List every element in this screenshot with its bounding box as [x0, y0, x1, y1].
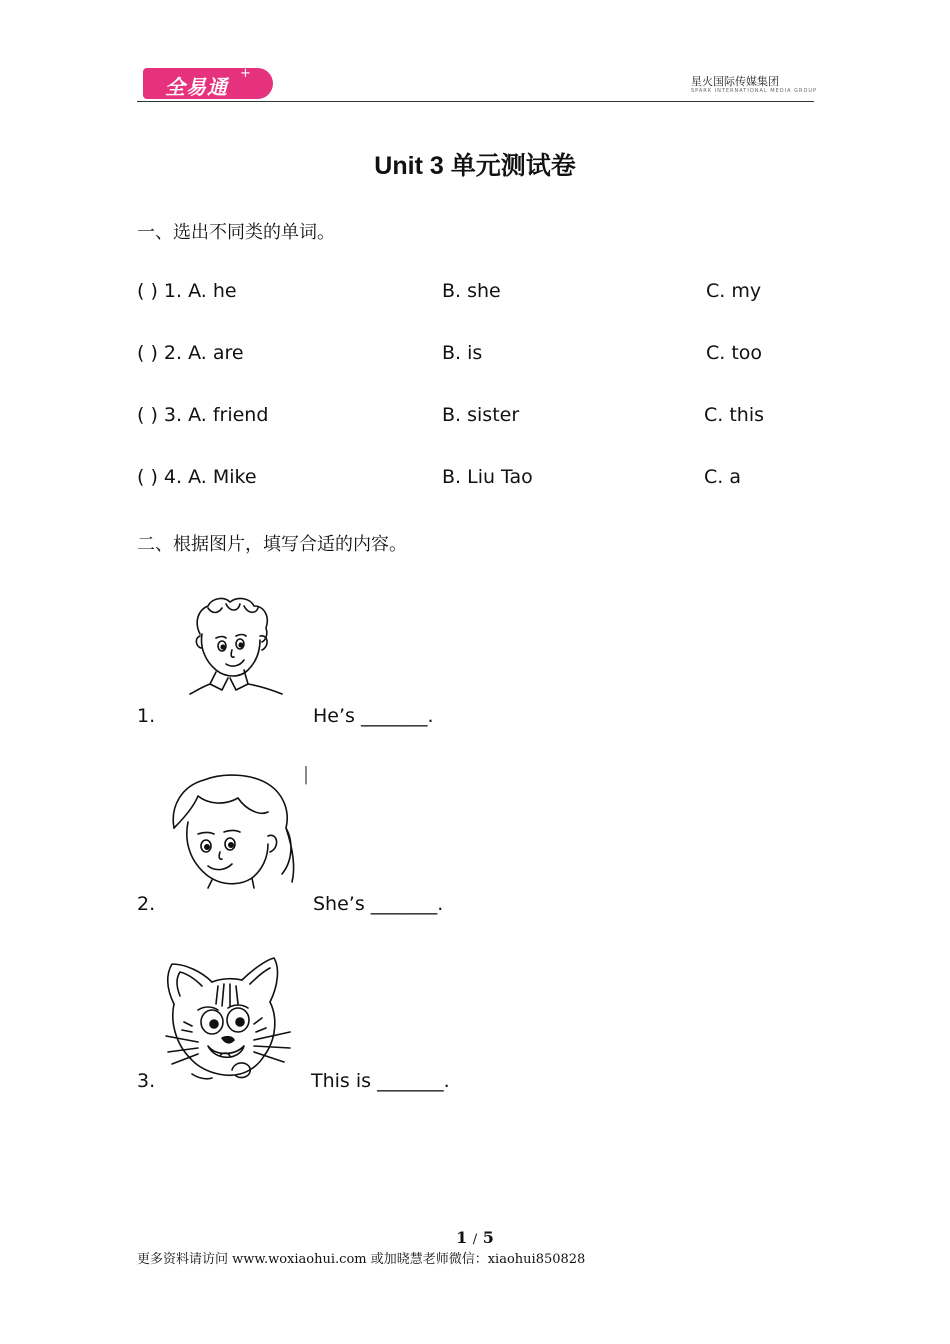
- answer-blank-number: ( ) 1.: [137, 280, 183, 302]
- option-b: B. Liu Tao: [442, 466, 533, 488]
- fill-in-sentence: She’s _______.: [313, 893, 444, 915]
- option-c: C. too: [706, 342, 763, 364]
- page-total: 5: [482, 1228, 494, 1247]
- brand-logo-text: 全易通: [165, 75, 228, 99]
- page-number: [0, 1228, 950, 1247]
- footer-contact-note: 更多资料请访问 www.woxiaohui.com 或加晓慧老师微信：xiaohui850828: [137, 1252, 586, 1267]
- item-number: 3.: [137, 1070, 156, 1092]
- option-a: A. are: [188, 342, 244, 364]
- option-b: B. sister: [442, 404, 520, 426]
- option-c: C. this: [704, 404, 765, 426]
- girl-face-picture: [168, 766, 308, 892]
- fill-in-sentence: He’s _______.: [313, 705, 434, 727]
- publisher-name: 星火国际传媒集团: [691, 75, 779, 88]
- item-number: 2.: [137, 893, 156, 915]
- page-separator: /: [472, 1232, 478, 1247]
- answer-blank-number: ( ) 2.: [137, 342, 183, 364]
- answer-blank-number: ( ) 3.: [137, 404, 183, 426]
- page-title: Unit 3 单元测试卷: [374, 152, 576, 180]
- page-current: 1: [456, 1228, 468, 1247]
- header-divider: [137, 101, 814, 102]
- option-a: A. Mike: [188, 466, 257, 488]
- boy-face-picture: [186, 594, 286, 696]
- option-b: B. she: [442, 280, 501, 302]
- answer-blank-number: ( ) 4.: [137, 466, 183, 488]
- fill-in-sentence: This is _______.: [311, 1070, 450, 1092]
- option-c: C. a: [704, 466, 741, 488]
- option-b: B. is: [442, 342, 483, 364]
- option-a: A. he: [188, 280, 237, 302]
- item-number: 1.: [137, 705, 156, 727]
- cat-face-picture: [162, 952, 302, 1082]
- section-1-heading: 一、选出不同类的单词。: [137, 222, 335, 243]
- publisher-subtitle: SPARK INTERNATIONAL MEDIA GROUP: [691, 88, 818, 94]
- option-c: C. my: [706, 280, 762, 302]
- option-a: A. friend: [188, 404, 269, 426]
- logo-sparkle-icon: +: [240, 66, 251, 81]
- section-2-heading: 二、根据图片，填写合适的内容。: [137, 534, 407, 555]
